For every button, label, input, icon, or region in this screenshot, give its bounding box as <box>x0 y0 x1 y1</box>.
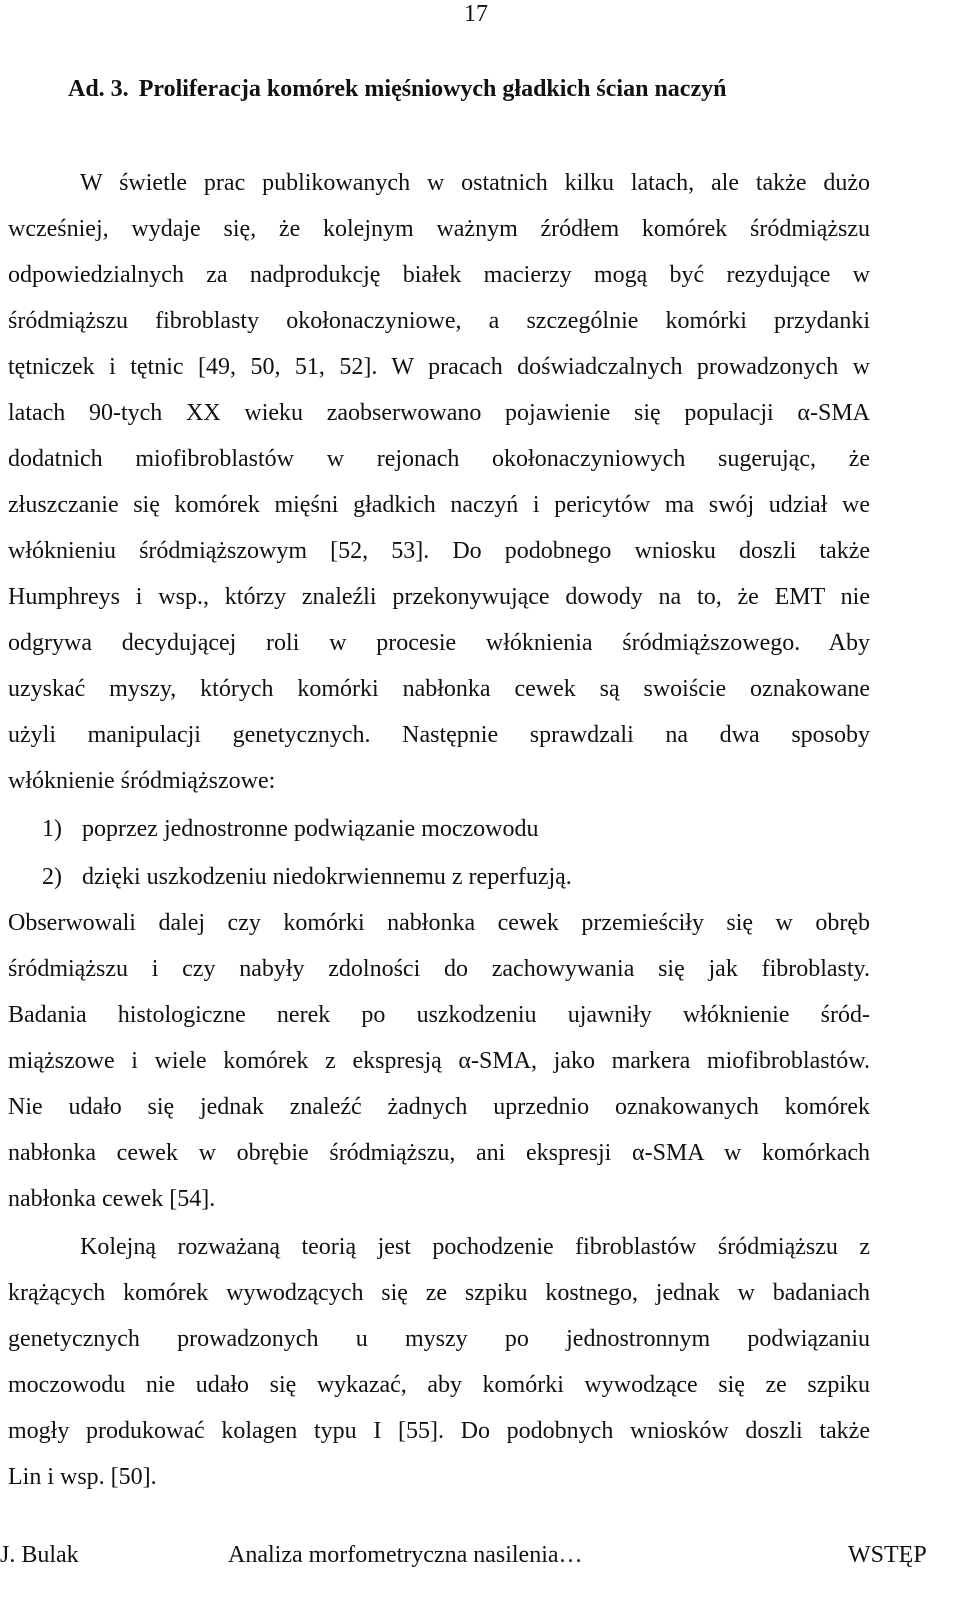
text-line: użyli manipulacji genetycznych. Następnie sprawdzali na dwa sposoby <box>8 722 870 748</box>
footer-title: Analiza morfometryczna nasilenia… <box>228 1542 583 1568</box>
section-heading-number: Ad. 3. <box>68 76 129 102</box>
text-line: Badania histologiczne nerek po uszkodzeniu ujawniły włóknienie śród- <box>8 1002 870 1028</box>
text-line: dodatnich miofibroblastów w rejonach okołonaczyniowych sugerując, że <box>8 446 870 472</box>
text-line: Kolejną rozważaną teorią jest pochodzenie fibroblastów śródmiąższu z <box>80 1234 870 1260</box>
text-line: tętniczek i tętnic [49, 50, 51, 52]. W pracach doświadczalnych prowadzonych w <box>8 354 870 380</box>
text-line: Humphreys i wsp., którzy znaleźli przekonywujące dowody na to, że EMT nie <box>8 584 870 610</box>
text-line: Lin i wsp. [50]. <box>8 1464 157 1490</box>
text-line: złuszczanie się komórek mięśni gładkich naczyń i pericytów ma swój udział we <box>8 492 870 518</box>
text-line: nabłonka cewek [54]. <box>8 1186 216 1212</box>
text-line: Nie udało się jednak znaleźć żadnych uprzednio oznakowanych komórek <box>8 1094 870 1120</box>
text-line: włóknienie śródmiąższowe: <box>8 768 276 794</box>
text-line: wcześniej, wydaje się, że kolejnym ważnym źródłem komórek śródmiąższu <box>8 216 870 242</box>
list-item-text: dzięki uszkodzeniu niedokrwiennemu z reperfuzją. <box>82 864 572 890</box>
text-line: odpowiedzialnych za nadprodukcję białek macierzy mogą być rezydujące w <box>8 262 870 288</box>
text-line: śródmiąższu fibroblasty okołonaczyniowe, a szczególnie komórki przydanki <box>8 308 870 334</box>
footer-section: WSTĘP <box>848 1542 927 1568</box>
section-heading-title: Proliferacja komórek mięśniowych gładkich ścian naczyń <box>138 76 727 102</box>
list-item <box>42 862 572 892</box>
text-line: śródmiąższu i czy nabyły zdolności do zachowywania się jak fibroblasty. <box>8 956 870 982</box>
text-line: mogły produkować kolagen typu I [55]. Do podobnych wniosków doszli także <box>8 1418 870 1444</box>
text-line: latach 90-tych XX wieku zaobserwowano pojawienie się populacji α-SMA <box>8 400 870 426</box>
text-line: krążących komórek wywodzących się ze szpiku kostnego, jednak w badaniach <box>8 1280 870 1306</box>
text-line: genetycznych prowadzonych u myszy po jednostronnym podwiązaniu <box>8 1326 870 1352</box>
footer-author: J. Bulak <box>0 1542 79 1568</box>
list-marker: 2) <box>42 864 62 890</box>
list-item-text: poprzez jednostronne podwiązanie moczowodu <box>82 816 539 842</box>
text-line: włóknieniu śródmiąższowym [52, 53]. Do podobnego wniosku doszli także <box>8 538 870 564</box>
list-marker: 1) <box>42 816 62 842</box>
text-line: uzyskać myszy, których komórki nabłonka cewek są swoiście oznakowane <box>8 676 870 702</box>
text-line: moczowodu nie udało się wykazać, aby komórki wywodzące się ze szpiku <box>8 1372 870 1398</box>
page-number: 17 <box>464 1 488 27</box>
text-line: nabłonka cewek w obrębie śródmiąższu, ani ekspresji α-SMA w komórkach <box>8 1140 870 1166</box>
section-heading <box>68 74 726 104</box>
text-line: odgrywa decydującej roli w procesie włóknienia śródmiąższowego. Aby <box>8 630 870 656</box>
text-line: W świetle prac publikowanych w ostatnich kilku latach, ale także dużo <box>80 170 870 196</box>
text-line: miąższowe i wiele komórek z ekspresją α-SMA, jako markera miofibroblastów. <box>8 1048 870 1074</box>
list-item <box>42 814 539 844</box>
text-line: Obserwowali dalej czy komórki nabłonka cewek przemieściły się w obręb <box>8 910 870 936</box>
